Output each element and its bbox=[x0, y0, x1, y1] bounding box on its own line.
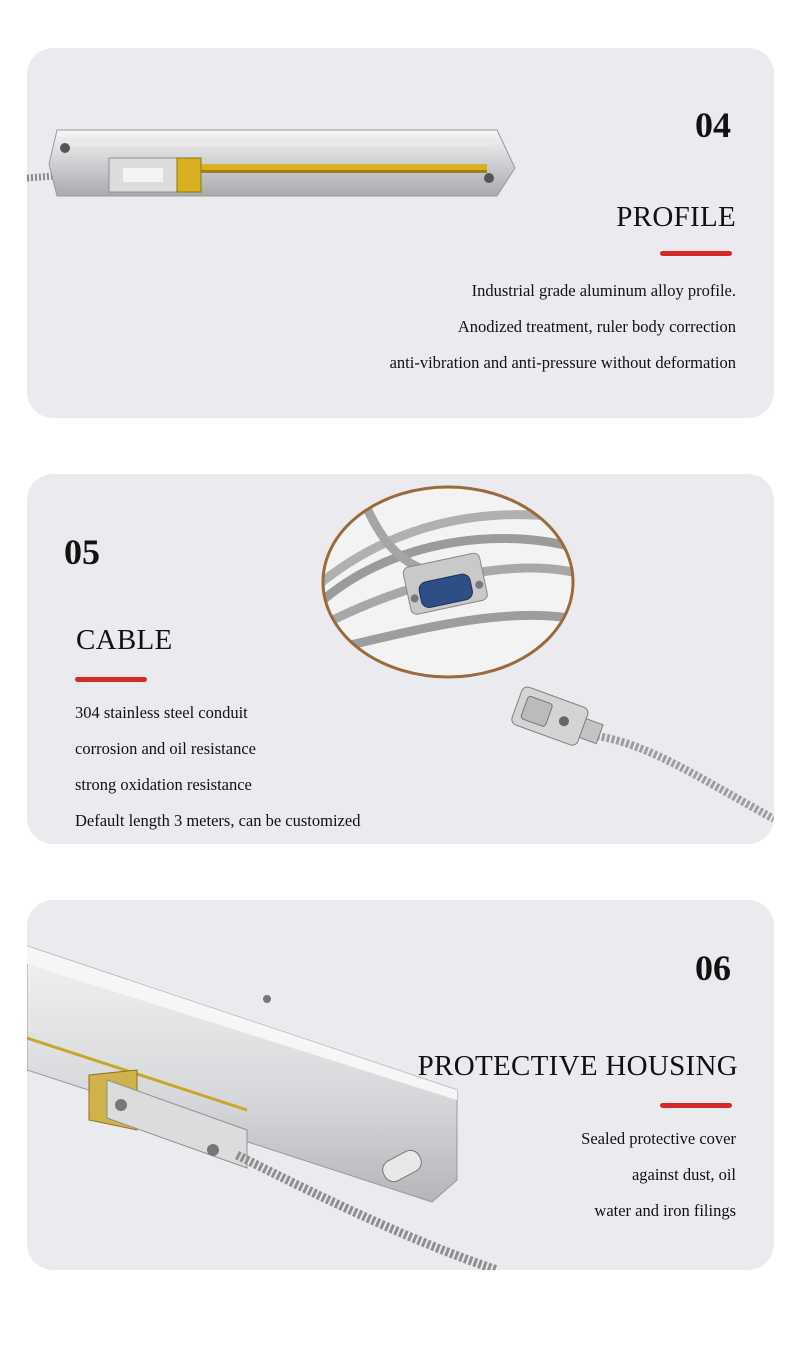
description-line: anti-vibration and anti-pressure without deformation bbox=[389, 353, 736, 372]
section-title: PROTECTIVE HOUSING bbox=[417, 1050, 738, 1082]
description-line: corrosion and oil resistance bbox=[75, 739, 256, 758]
protective-housing-image bbox=[27, 940, 497, 1270]
linear-scale-profile-image bbox=[27, 118, 527, 218]
description-line: Industrial grade aluminum alloy profile. bbox=[471, 281, 736, 300]
description-line: Anodized treatment, ruler body correction bbox=[457, 317, 736, 336]
description-line: water and iron filings bbox=[594, 1201, 736, 1220]
description-line: against dust, oil bbox=[631, 1165, 736, 1184]
feature-description bbox=[390, 273, 736, 381]
section-number: 04 bbox=[695, 105, 731, 145]
feature-card-profile bbox=[27, 48, 774, 418]
section-title: PROFILE bbox=[616, 201, 736, 233]
db9-connector-zoom-image bbox=[320, 482, 580, 682]
section-title: CABLE bbox=[76, 624, 173, 656]
accent-bar bbox=[660, 1103, 732, 1108]
section-number: 05 bbox=[64, 532, 100, 572]
feature-card-protective-housing bbox=[27, 900, 774, 1270]
description-line: 304 stainless steel conduit bbox=[75, 703, 248, 722]
description-line: Sealed protective cover bbox=[581, 1129, 736, 1148]
accent-bar bbox=[75, 677, 147, 682]
description-line: strong oxidation resistance bbox=[75, 775, 252, 794]
feature-card-cable bbox=[27, 474, 774, 844]
section-number: 06 bbox=[695, 948, 731, 988]
connector-with-cable-image bbox=[492, 679, 774, 824]
feature-description bbox=[581, 1121, 736, 1229]
feature-description bbox=[75, 695, 360, 839]
description-line: Default length 3 meters, can be customized bbox=[75, 811, 361, 830]
accent-bar bbox=[660, 251, 732, 256]
